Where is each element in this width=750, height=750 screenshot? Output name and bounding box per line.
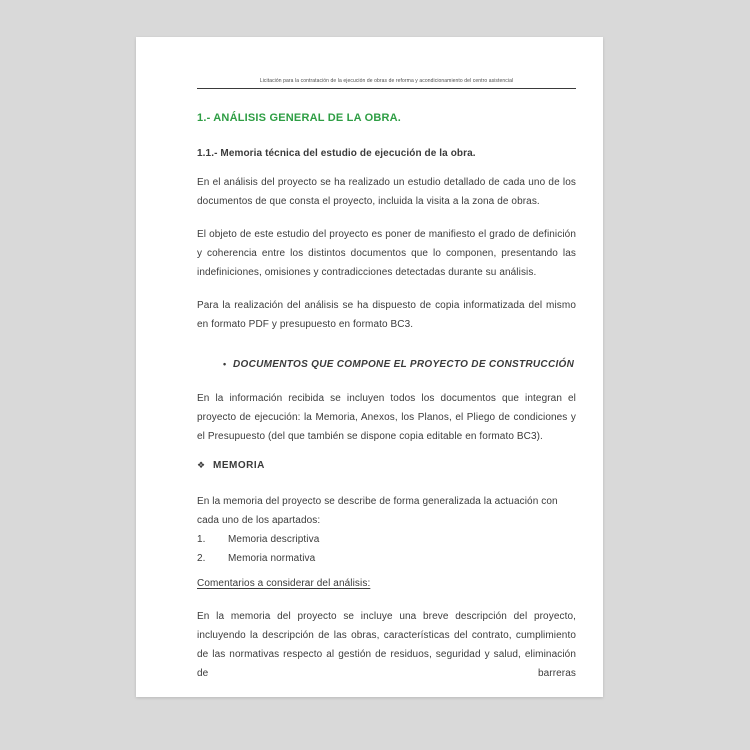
- bullet-heading-documents: [223, 355, 576, 374]
- list-item: [197, 549, 576, 568]
- paragraph-digital-copy: Para la realización del análisis se ha dispuesto de copia informatizada del mismo en formato PDF y presupuesto en formato BC3.: [197, 300, 576, 330]
- memoria-heading-label: MEMORIA: [213, 460, 265, 471]
- memoria-heading: [197, 456, 576, 475]
- paragraph-study-objective: El objeto de este estudio del proyecto es poner de manifiesto el grado de definición y coherencia entre los distintos documentos que lo componen, presentando las indefiniciones, omisiones y contradicciones detectadas durante su análisis.: [197, 229, 576, 278]
- document-body: [197, 111, 576, 683]
- paragraph-analysis-scope: En el análisis del proyecto se ha realizado un estudio detallado de cada uno de los documentos de que consta el proyecto, incluida la visita a la zona de obras.: [197, 177, 576, 207]
- list-item-label: Memoria descriptiva: [228, 534, 320, 545]
- numbered-list: [197, 530, 576, 568]
- bullet-heading-label: DOCUMENTOS QUE COMPONE EL PROYECTO DE CONSTRUCCIÓN: [233, 359, 575, 370]
- list-item-number: 2.: [197, 553, 206, 564]
- list-item-label: Memoria normativa: [228, 553, 316, 564]
- document-page: [136, 37, 603, 697]
- document-header: [197, 78, 576, 89]
- header-running-title: Licitación para la contratación de la ejecución de obras de reforma y acondicionamiento del centro asistencial: [259, 78, 514, 84]
- paragraph-memoria-description: En la memoria del proyecto se incluye una breve descripción del proyecto, incluyendo la descripción de las obras, características del contrato, cumplimiento de las normativas respecto al gestión de residuos, seguridad y salud, eliminación de barreras: [197, 611, 576, 679]
- paragraph-received-documents: En la información recibida se incluyen todos los documentos que integran el proyecto de ejecución: la Memoria, Anexos, los Planos, el Pliego de condiciones y el Presupuesto (del que también se dispone copia editable en formato BC3).: [197, 393, 576, 442]
- diamond-bullet-icon: ❖: [197, 460, 206, 470]
- bullet-icon: •: [223, 359, 227, 369]
- comments-heading: Comentarios a considerar del análisis:: [197, 578, 371, 589]
- paragraph-memoria-intro: En la memoria del proyecto se describe de forma generalizada la actuación con cada uno de los apartados:: [197, 496, 558, 526]
- section-title: 1.- ANÁLISIS GENERAL DE LA OBRA.: [197, 112, 402, 124]
- list-item-number: 1.: [197, 534, 206, 545]
- subsection-title: 1.1.- Memoria técnica del estudio de ejecución de la obra.: [197, 148, 476, 159]
- list-item: [197, 530, 576, 549]
